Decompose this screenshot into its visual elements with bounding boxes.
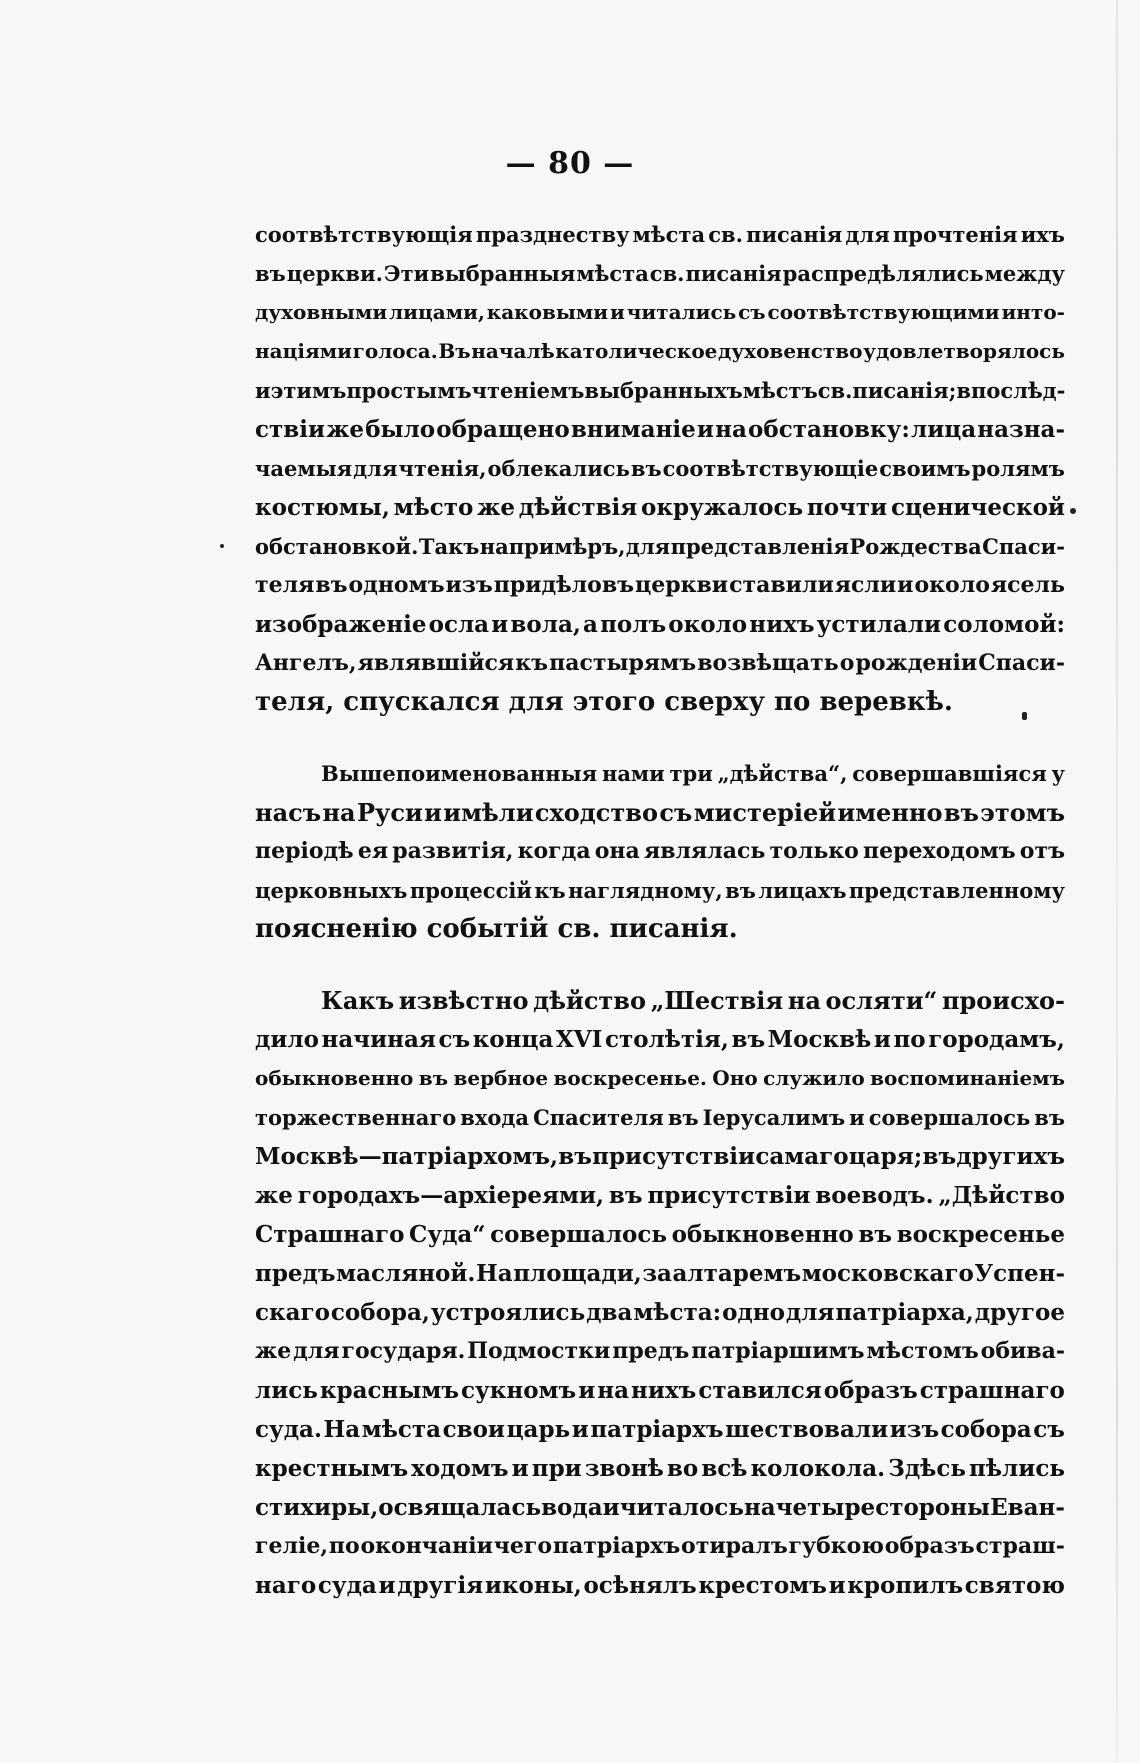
text-line: же для государя. Подмостки предъ патріаршимъ мѣстомъ обива- bbox=[255, 1338, 1065, 1364]
text-line: суда. На мѣста свои царь и патріархъ шествовали изъ собора съ bbox=[255, 1416, 1065, 1443]
text-line: же городахъ—архіереями, въ присутствіи воеводъ. „Дѣйство bbox=[255, 1182, 1065, 1209]
scan-speck bbox=[1070, 508, 1076, 514]
paragraph-gap bbox=[255, 949, 1065, 981]
text-line: въ церкви. Эти выбранныя мѣста св. писанія распредѣлялись между bbox=[255, 261, 1065, 286]
paragraph-gap bbox=[255, 722, 1065, 754]
text-line: стихиры, освящалась вода и читалось на четыре стороны Еван- bbox=[255, 1494, 1065, 1521]
scan-speck bbox=[220, 544, 224, 548]
text-line: націями голоса. Въ началѣ католическое духовенство удовлетворялось bbox=[255, 339, 1065, 363]
text-line: Страшнаго Суда“ совершалось обыкновенно въ воскресенье bbox=[255, 1221, 1065, 1248]
text-line: дило начиная съ конца XVI столѣтія, въ Москвѣ и по городамъ, bbox=[255, 1026, 1065, 1053]
text-line: теля, спускался для этого сверху по веревкѣ. bbox=[255, 687, 953, 717]
page-body bbox=[255, 215, 1065, 1605]
scan-speck bbox=[1022, 712, 1027, 720]
text-line: соотвѣтствующія празднеству мѣста св. писанія для прочтенія ихъ bbox=[255, 222, 1065, 247]
text-line: костюмы, мѣсто же дѣйствія окружалось почти сценической bbox=[255, 494, 1065, 521]
text-line: наго суда и другія иконы, осѣнялъ крестомъ и кропилъ святою bbox=[255, 1572, 1065, 1599]
text-line: крестнымъ ходомъ и при звонѣ во всѣ колокола. Здѣсь пѣлись bbox=[255, 1455, 1065, 1482]
page-number: — 80 — bbox=[505, 146, 635, 181]
text-line: Какъ извѣстно дѣйство „Шествія на осляти“ происхо- bbox=[321, 986, 1065, 1015]
text-line: періодѣ ея развитія, когда она являлась только переходомъ отъ bbox=[255, 838, 1065, 864]
text-line: ствіи же было обращено вниманіе и на обстановку: лица назна- bbox=[255, 416, 1065, 443]
scan-edge bbox=[1116, 0, 1118, 1763]
text-line: предъ масляной. На площади, за алтаремъ московскаго Успен- bbox=[255, 1260, 1065, 1287]
text-line: поясненію событій св. писанія. bbox=[255, 914, 738, 944]
paragraph-1 bbox=[255, 215, 1065, 722]
text-line: теля въ одномъ изъ придѣловъ церкви ставили ясли и около ясель bbox=[255, 572, 1065, 598]
text-line: обыкновенно въ вербное воскресенье. Оно служило воспоминаніемъ bbox=[255, 1066, 1065, 1090]
text-line: чаемыя для чтенія, облекались въ соотвѣтствующіе своимъ ролямъ bbox=[255, 456, 1065, 481]
text-line: и этимъ простымъ чтеніемъ выбранныхъ мѣстъ св. писанія; впослѣд- bbox=[255, 378, 1065, 403]
text-line: скаго собора, устроялись два мѣста: одно для патріарха, другое bbox=[255, 1299, 1065, 1326]
text-line: Москвѣ—патріархомъ, въ присутствіи самаго царя; въ другихъ bbox=[255, 1143, 1065, 1170]
text-line: Ангелъ, являвшійся къ пастырямъ возвѣщать о рожденіи Спаси- bbox=[255, 650, 1065, 676]
paragraph-2 bbox=[255, 754, 1065, 949]
text-line: Вышепоименованныя нами три „дѣйства“, совершавшіяся у bbox=[321, 761, 1065, 786]
text-line: насъ на Руси и имѣли сходство съ мистеріей именно въ этомъ bbox=[255, 798, 1065, 827]
paragraph-3 bbox=[255, 981, 1065, 1605]
text-line: духовными лицами, каковыми и читались съ соотвѣтствующими инто- bbox=[255, 300, 1065, 324]
text-line: церковныхъ процессій къ наглядному, въ лицахъ представленному bbox=[255, 878, 1065, 903]
text-line: обстановкой. Такъ напримѣръ, для представленія Рождества Спаси- bbox=[255, 534, 1065, 559]
text-line: торжественнаго входа Спасителя въ Іерусалимъ и совершалось въ bbox=[255, 1105, 1065, 1130]
text-line: геліе, по окончаніи чего патріархъ отиралъ губкою образъ страш- bbox=[255, 1533, 1065, 1559]
text-line: лись краснымъ сукномъ и на нихъ ставился образъ страшнаго bbox=[255, 1377, 1065, 1404]
text-line: изображеніе осла и вола, а полъ около нихъ устилали соломой: bbox=[255, 611, 1065, 638]
